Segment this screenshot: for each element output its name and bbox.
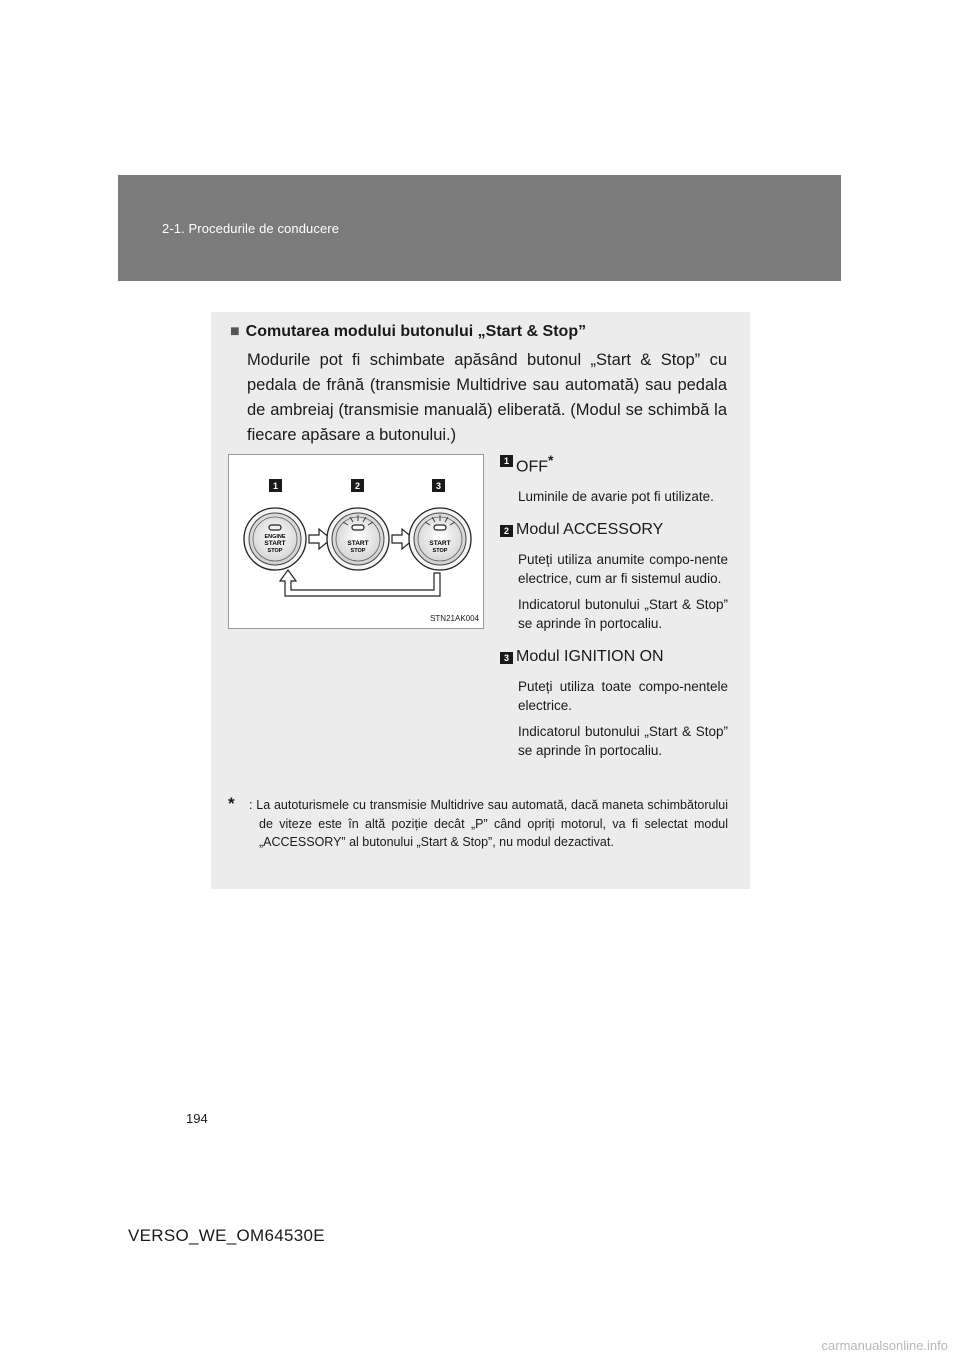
asterisk-mark: *: [548, 452, 554, 468]
mode-title: Modul IGNITION ON: [516, 648, 664, 666]
box-title: [230, 323, 586, 341]
box-title-text: Comutarea modului butonului „Start & Stop”: [245, 323, 587, 340]
mode-title: Modul ACCESSORY: [516, 521, 664, 539]
svg-text:2: 2: [354, 481, 361, 491]
svg-text:3: 3: [435, 481, 442, 491]
mode-indicator-note: Indicatorul butonului „Start & Stop” se aprinde în portocaliu.: [518, 724, 728, 759]
page-number: 194: [186, 1111, 208, 1126]
mode-description: Puteți utiliza anumite compo-nente electrice, cum ar fi sistemul audio.: [518, 552, 728, 587]
mode-item-off-title: [500, 450, 728, 477]
mode-cycle-diagram: [229, 455, 485, 630]
intro-paragraph: Modurile pot fi schimbate apăsând butonul „Start & Stop” cu pedala de frână (transmisie Multidrive sau automată) sau pedala de ambreiaj (transmisie manuală) eliberată. (Modul se schimbă la fiecare apăsare a butonului.): [247, 351, 727, 444]
document-code: VERSO_WE_OM64530E: [128, 1226, 325, 1245]
mode-title: OFF: [516, 458, 548, 476]
svg-text:START: START: [347, 540, 369, 547]
number-badge-icon: 2: [500, 525, 513, 537]
mode-item-ignition-title: [500, 647, 728, 667]
svg-text:START: START: [264, 540, 286, 547]
svg-text:1: 1: [272, 481, 279, 491]
svg-text:STOP: STOP: [350, 548, 366, 554]
square-bullet-icon: ■: [230, 323, 240, 340]
section-header: 2-1. Procedurile de conducere: [162, 221, 340, 236]
svg-text:ENGINE: ENGINE: [264, 534, 286, 540]
svg-text:STOP: STOP: [267, 548, 283, 554]
svg-text:STOP: STOP: [432, 548, 448, 554]
mode-indicator-note: Indicatorul butonului „Start & Stop” se aprinde în portocaliu.: [518, 597, 728, 632]
return-arrow-icon: [280, 570, 440, 596]
mode-description: Puteți utiliza toate compo-nentele electrice.: [518, 679, 728, 714]
start-stop-button-accessory-icon: [327, 508, 389, 570]
badge-3: [432, 479, 445, 492]
info-box: [211, 312, 750, 889]
svg-text:START: START: [429, 540, 451, 547]
number-badge-icon: 1: [500, 455, 513, 467]
footnote: [228, 796, 728, 852]
mode-item-accessory-title: [500, 520, 728, 540]
badge-2: [351, 479, 364, 492]
start-stop-figure: [228, 454, 484, 629]
badge-1: [269, 479, 282, 492]
header-band: [118, 175, 841, 281]
mode-description: Luminile de avarie pot fi utilizate.: [518, 489, 714, 505]
figure-code: STN21AK004: [430, 614, 479, 623]
start-stop-button-ignition-icon: [409, 508, 471, 570]
asterisk-mark: *: [228, 794, 235, 813]
mode-list: [500, 450, 728, 760]
number-badge-icon: 3: [500, 652, 513, 664]
watermark: carmanualsonline.info: [821, 1338, 948, 1353]
footnote-text: : La autoturismele cu transmisie Multidrive sau automată, dacă maneta schimbătorului de viteze este în altă poziție decât „P” când opriți motorul, va fi selectat modul „ACCESSORY” al butonului „Start & Stop”, nu modul dezactivat.: [249, 798, 728, 849]
start-stop-button-off-icon: [244, 508, 306, 570]
